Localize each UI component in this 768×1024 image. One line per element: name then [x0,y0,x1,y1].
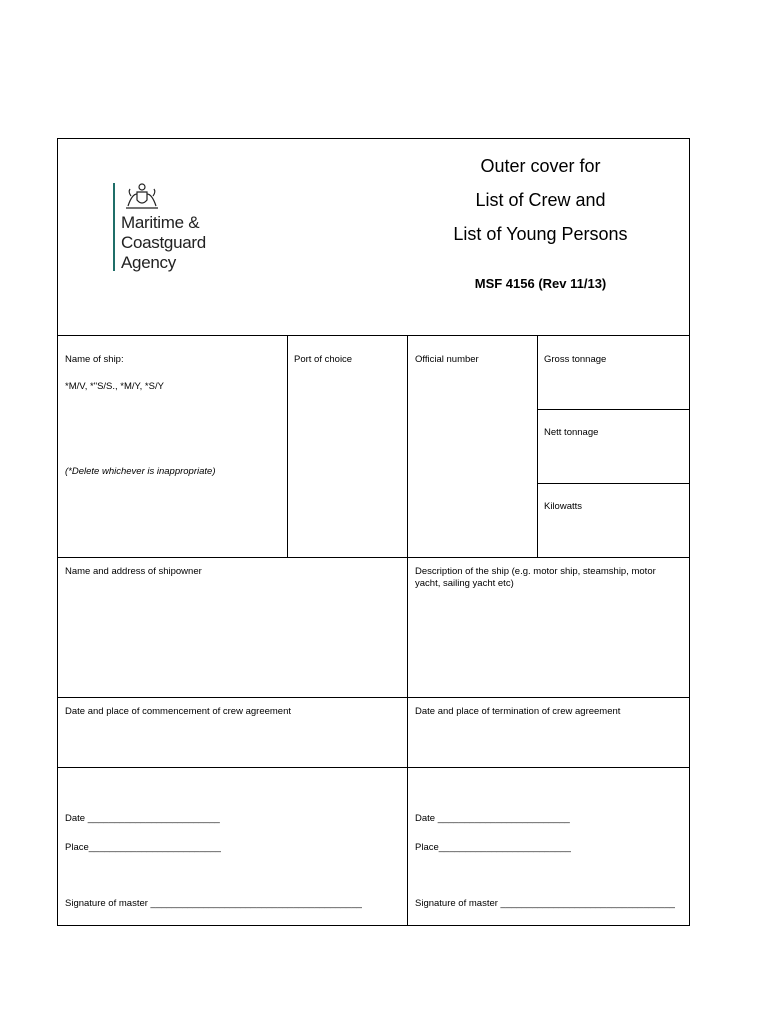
form-title-line-2: List of Crew and [475,190,606,210]
divider [537,483,689,484]
logo-line: Agency [121,253,176,272]
shipowner-label: Name and address of shipowner [65,566,202,577]
nett-tonnage-label: Nett tonnage [544,427,599,438]
divider [58,557,689,558]
logo-accent-bar [113,183,115,271]
termination-signature-field: Signature of master _________________________________ [415,898,675,909]
delete-note: (*Delete whichever is inappropriate) [65,466,216,477]
commencement-place-field: Place_________________________ [65,842,221,853]
divider [58,767,689,768]
form-title-line-1: Outer cover for [480,156,601,176]
logo-line: Maritime & [121,213,200,232]
divider [287,335,288,557]
divider [537,335,538,557]
logo-text [121,213,206,273]
commencement-label: Date and place of commencement of crew agreement [65,706,292,717]
commencement-signature-field: Signature of master ________________________________________ [65,898,362,909]
official-number-label: Official number [415,354,479,365]
form-frame [57,138,690,926]
kilowatts-label: Kilowatts [544,501,583,512]
divider [407,335,408,925]
form-title-line-3: List of Young Persons [453,224,628,244]
divider [537,409,689,410]
termination-label: Date and place of termination of crew agreement [415,706,621,717]
ship-description-label: Description of the ship (e.g. motor ship, steamship, motor yacht, sailing yacht etc) [415,566,656,589]
form-code: MSF 4156 (Rev 11/13) [474,276,607,291]
gross-tonnage-label: Gross tonnage [544,354,607,365]
logo-line: Coastguard [121,233,206,252]
commencement-date-field: Date _________________________ [65,813,220,824]
ship-name-label: Name of ship: [65,354,124,365]
port-of-choice-label: Port of choice [294,354,353,365]
divider [58,697,689,698]
royal-coat-of-arms-icon [120,182,164,212]
termination-date-field: Date _________________________ [415,813,570,824]
ship-prefix-options: *M/V, *"S/S., *M/Y, *S/Y [65,381,164,392]
divider [58,335,689,336]
termination-place-field: Place_________________________ [415,842,571,853]
